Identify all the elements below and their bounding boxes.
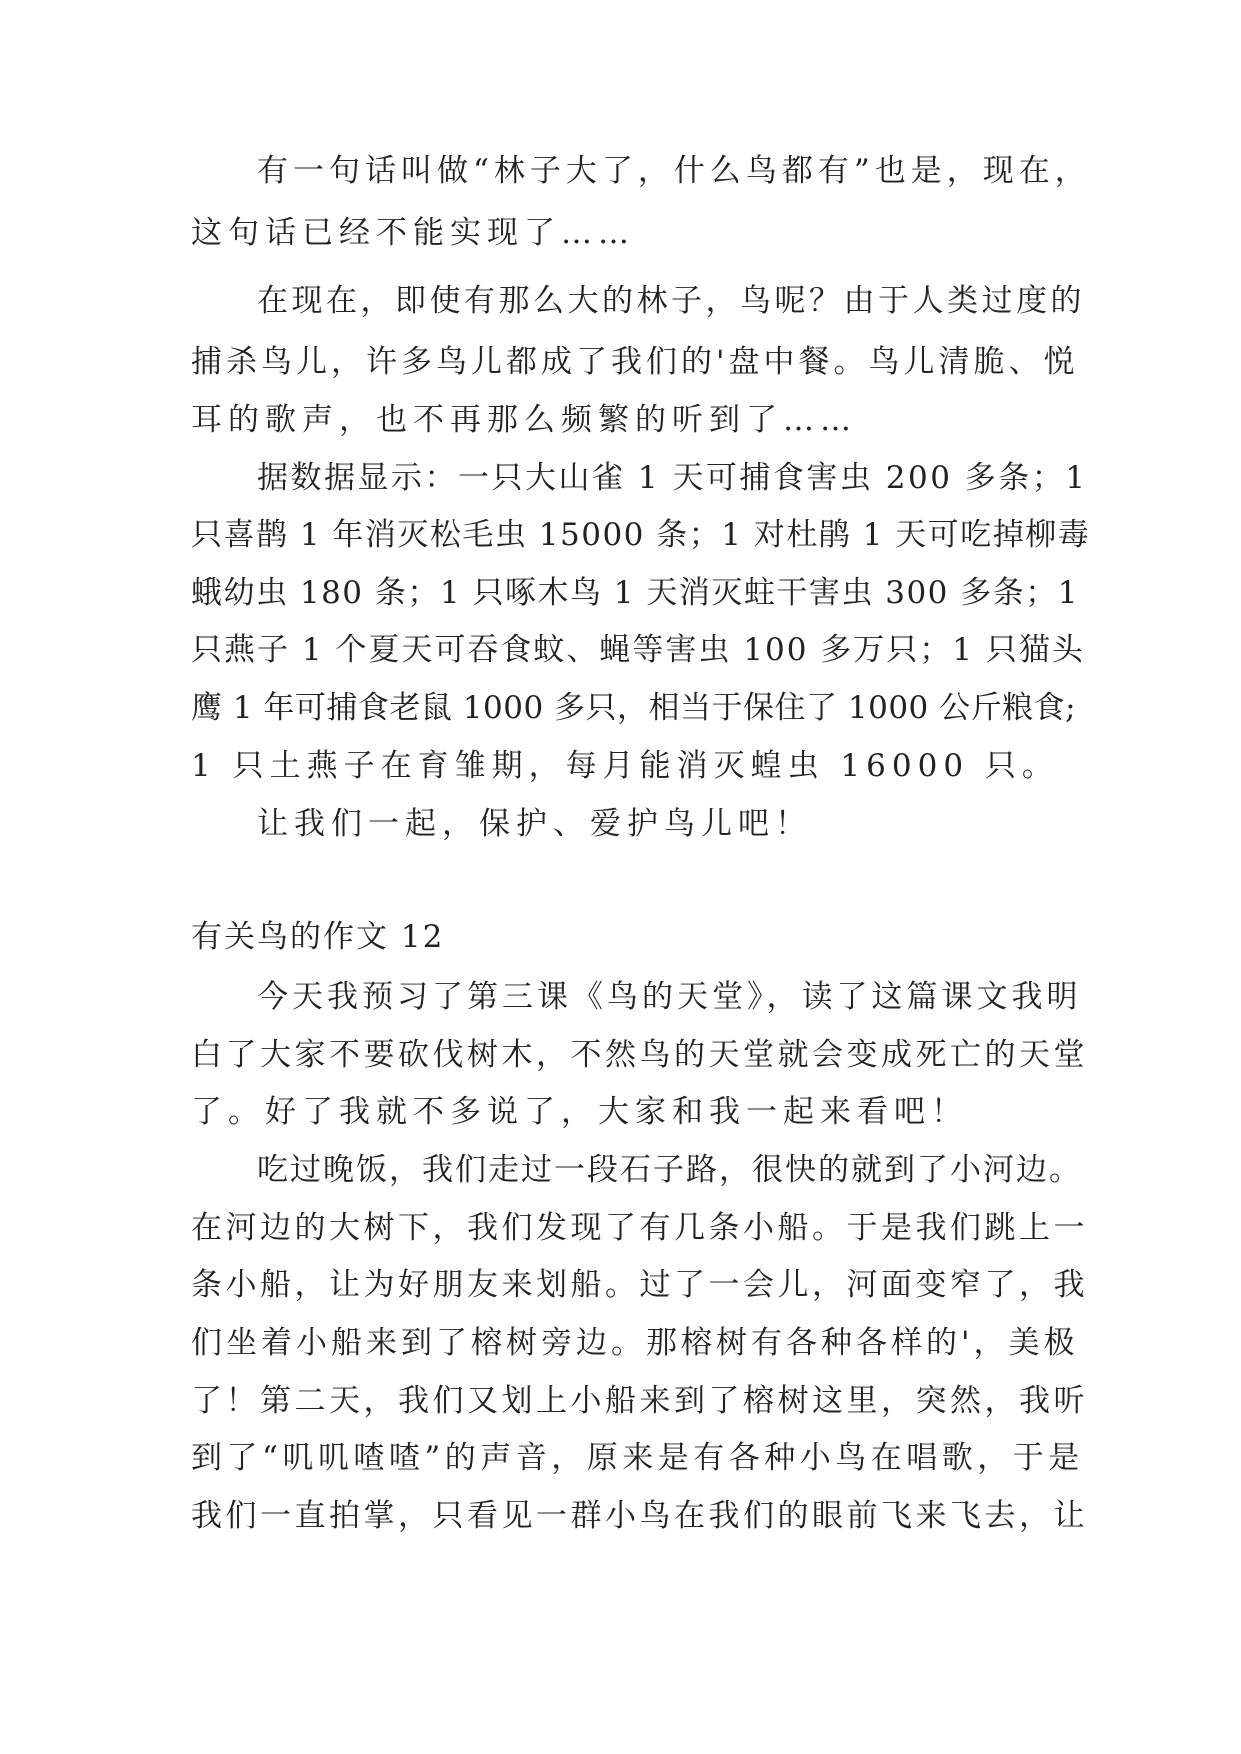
- text-line: 们坐着小船来到了榕树旁边。那榕树有各种各样的'，美极: [191, 1325, 1079, 1361]
- text-line: 让我们一起，保护、爱护鸟儿吧！: [257, 806, 812, 842]
- text-line: 条小船，让为好朋友来划船。过了一会儿，河面变窄了，我: [191, 1267, 1088, 1303]
- text-line: 捕杀鸟儿，许多鸟儿都成了我们的'盘中餐。鸟儿清脆、悦: [191, 344, 1079, 380]
- section-heading: 有关鸟的作文 12: [191, 919, 445, 955]
- text-line: 蛾幼虫 180 条；1 只啄木鸟 1 天消灭蛀干害虫 300 多条；1: [191, 575, 1079, 611]
- text-line: 吃过晚饭，我们走过一段石子路，很快的就到了小河边。: [257, 1152, 1082, 1188]
- text-line: 有一句话叫做“林子大了，什么鸟都有”也是，现在，: [257, 153, 1091, 189]
- text-line: 1 只土燕子在育雏期，每月能消灭蝗虫 16000 只。: [191, 748, 1059, 784]
- text-line: 到了“叽叽喳喳”的声音，原来是有各种小鸟在唱歌，于是: [191, 1440, 1084, 1476]
- text-line: 据数据显示：一只大山雀 1 天可捕食害虫 200 多条；1: [257, 460, 1088, 496]
- text-line: 了。好了我就不多说了，大家和我一起来看吧！: [191, 1094, 968, 1130]
- text-line: 这句话已经不能实现了……: [191, 215, 635, 251]
- text-line: 了！第二天，我们又划上小船来到了榕树这里，突然，我听: [191, 1383, 1088, 1419]
- text-line: 我们一直拍掌，只看见一群小鸟在我们的眼前飞来飞去，让: [191, 1498, 1088, 1534]
- text-line: 鹰 1 年可捕食老鼠 1000 多只，相当于保住了 1000 公斤粮食;: [191, 690, 1077, 726]
- text-line: 白了大家不要砍伐树木，不然鸟的天堂就会变成死亡的天堂: [191, 1037, 1088, 1073]
- text-line: 只喜鹊 1 年消灭松毛虫 15000 条；1 对杜鹃 1 天可吃掉柳毒: [191, 517, 1091, 553]
- text-line: 今天我预习了第三课《鸟的天堂》，读了这篇课文我明: [257, 979, 1082, 1015]
- text-line: 耳的歌声，也不再那么频繁的听到了……: [191, 402, 857, 438]
- text-line: 在现在，即使有那么大的林子，鸟呢？由于人类过度的: [257, 283, 1085, 319]
- text-line: 在河边的大树下，我们发现了有几条小船。于是我们跳上一: [191, 1210, 1088, 1246]
- text-line: 只燕子 1 个夏天可吞食蚊、蝇等害虫 100 多万只；1 只猫头: [191, 632, 1085, 668]
